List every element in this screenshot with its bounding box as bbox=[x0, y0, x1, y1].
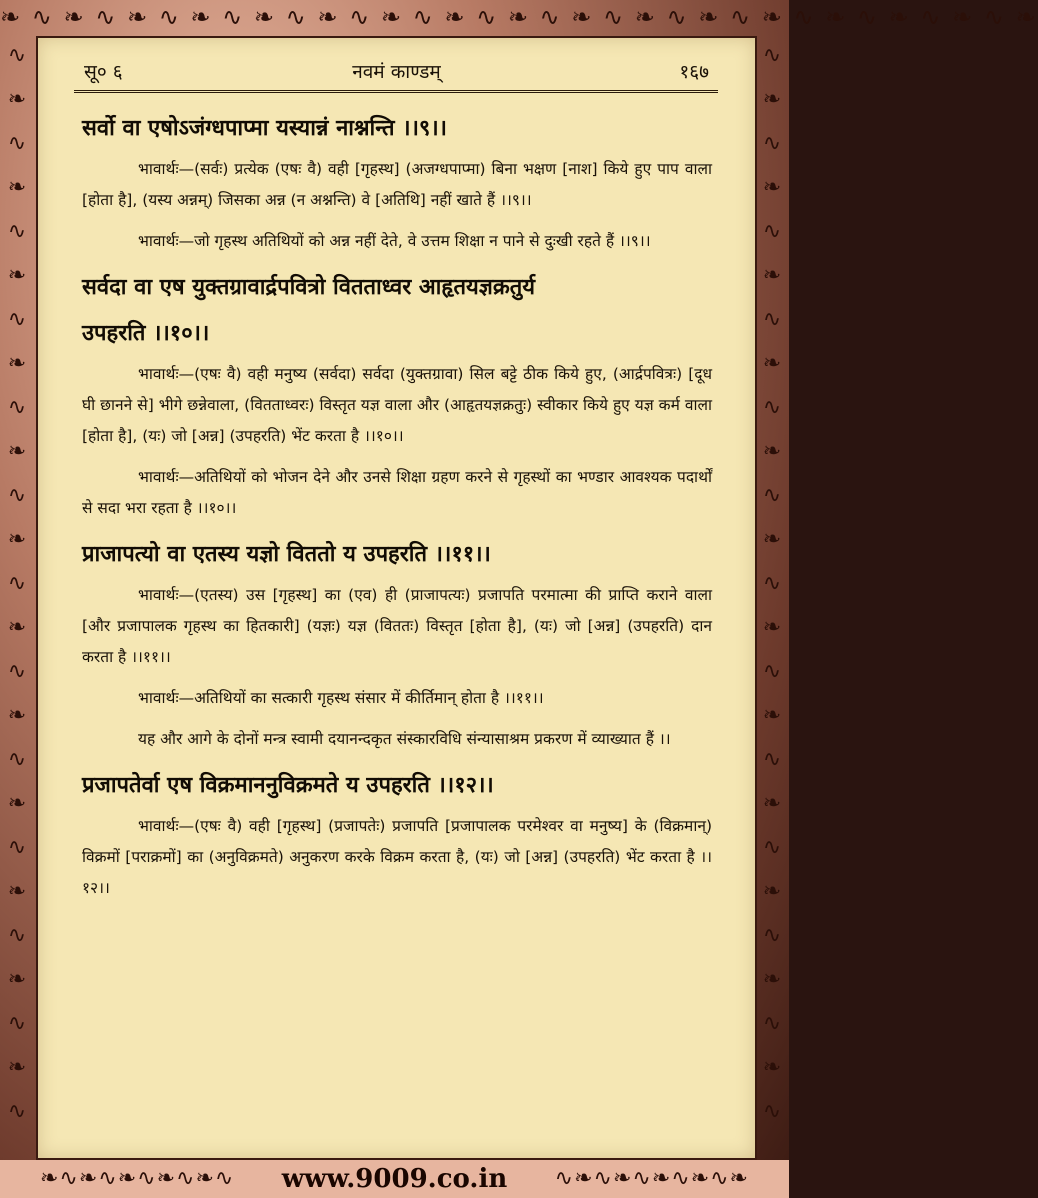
page-content bbox=[82, 102, 712, 914]
page-header bbox=[38, 54, 755, 84]
bhavarth-9-word-meaning: भावार्थः—(सर्वः) प्रत्येक (एषः वै) वही [गृहस्थ] (अजग्धपाप्मा) बिना भक्षण [नाश] किये हुए पाप वाला [होता है], (यस्य अन्नम्) जिसका अन्न (न अश्नन्ति) वे [अतिथि] नहीं खाते हैं ।।९।। bbox=[82, 160, 712, 209]
verse-10-line-1: सर्वदा वा एष युक्तग्रावार्द्रपवित्रो वितताध्वर आहृतयज्ञक्रतुर्य bbox=[82, 274, 536, 300]
page-number: १६७ bbox=[679, 61, 709, 83]
verse-12: प्रजापतेर्वा एष विक्रमाननुविक्रमते य उपहरति ।।१२।। bbox=[82, 772, 494, 798]
header-rule bbox=[74, 90, 718, 93]
footer-ornament-left: ❧∿❧∿❧∿❧∿❧∿ bbox=[40, 1166, 235, 1191]
verse-10-line-2: उपहरति ।।१०।। bbox=[82, 320, 210, 346]
right-ornament: ∿ ❧ ∿ ❧ ∿ ❧ ∿ ❧ ∿ ❧ ∿ ❧ ∿ ❧ ∿ ❧ ∿ ❧ ∿ ❧ ∿ ❧ ∿ ❧ ∿ bbox=[762, 43, 782, 1124]
footer-band bbox=[0, 1160, 789, 1198]
bhavarth-11-word-meaning: भावार्थः—(एतस्य) उस [गृहस्थ] का (एव) ही (प्राजापत्यः) प्रजापति परमात्मा की प्राप्ति कराने वाला [और प्रजापालक गृहस्थ का हितकारी] (यज्ञः) यज्ञ (विततः) विस्तृत [होता है], (यः) जो [अन्न] (उपहरति) दान करता है ।।११।। bbox=[82, 586, 712, 666]
sukta-number: सू० ६ bbox=[84, 61, 123, 83]
bhavarth-9-summary: भावार्थः—जो गृहस्थ अतिथियों को अन्न नहीं देते, वे उत्तम शिक्षा न पाने से दुःखी रहते हैं ।।९।। bbox=[138, 232, 651, 250]
bhavarth-11-summary: भावार्थः—अतिथियों का सत्कारी गृहस्थ संसार में कीर्तिमान् होता है ।।११।। bbox=[138, 689, 544, 707]
top-ornament: ❧ ∿ ❧ ∿ ❧ ∿ ❧ ∿ ❧ ∿ ❧ ∿ ❧ ∿ ❧ ∿ ❧ ∿ ❧ ∿ ❧ ∿ ❧ ∿ ❧ ∿ ❧ ∿ ❧ ∿ ❧ ∿ ❧ bbox=[0, 3, 1038, 31]
bhavarth-10-summary: भावार्थः—अतिथियों को भोजन देने और उनसे शिक्षा ग्रहण करने से गृहस्थों का भण्डार आवश्यक पदार्थों से सदा भरा रहता है ।।१०।। bbox=[82, 468, 712, 517]
commentary-note: यह और आगे के दोनों मन्त्र स्वामी दयानन्दकृत संस्कारविधि संन्यासाश्रम प्रकरण में व्याख्यात हैं ।। bbox=[138, 730, 671, 748]
footer-ornament-right: ∿❧∿❧∿❧∿❧∿❧ bbox=[554, 1166, 749, 1191]
bhavarth-12-word-meaning: भावार्थः—(एषः वै) वही [गृहस्थ] (प्रजापतेः) प्रजापति [प्रजापालक परमेश्वर वा मनुष्य] के (विक्रमान्) विक्रमों [पराक्रमों] का (अनुविक्रमते) अनुकरण करके विक्रम करता है, (यः) जो [अन्न] (उपहरति) भेंट करता है ।।१२।। bbox=[82, 817, 712, 897]
document-page bbox=[36, 36, 757, 1160]
verse-9: सर्वो वा एषोऽजंग्धपाप्मा यस्यान्नं नाश्नन्ति ।।९।। bbox=[82, 115, 448, 141]
book-title: नवमं काण्डम् bbox=[352, 61, 441, 83]
website-link[interactable]: www.9009.co.in bbox=[281, 1164, 508, 1194]
bhavarth-10-word-meaning: भावार्थः—(एषः वै) वही मनुष्य (सर्वदा) सर्वदा (युक्तग्रावा) सिल बट्टे ठीक किये हुए, (आर्द्रपवित्रः) [दूध घी छानने से] भीगे छन्नेवाला, (वितताध्वरः) विस्तृत यज्ञ वाला और (आहृतयज्ञक्रतुः) स्वीकार किये हुए यज्ञ कर्म वाला [होता है], (यः) जो [अन्न] (उपहरति) भेंट करता है ।।१०।। bbox=[82, 365, 712, 445]
verse-11: प्राजापत्यो वा एतस्य यज्ञो विततो य उपहरति ।।११।। bbox=[82, 541, 491, 567]
left-ornament: ∿ ❧ ∿ ❧ ∿ ❧ ∿ ❧ ∿ ❧ ∿ ❧ ∿ ❧ ∿ ❧ ∿ ❧ ∿ ❧ ∿ ❧ ∿ ❧ ∿ bbox=[7, 43, 27, 1124]
